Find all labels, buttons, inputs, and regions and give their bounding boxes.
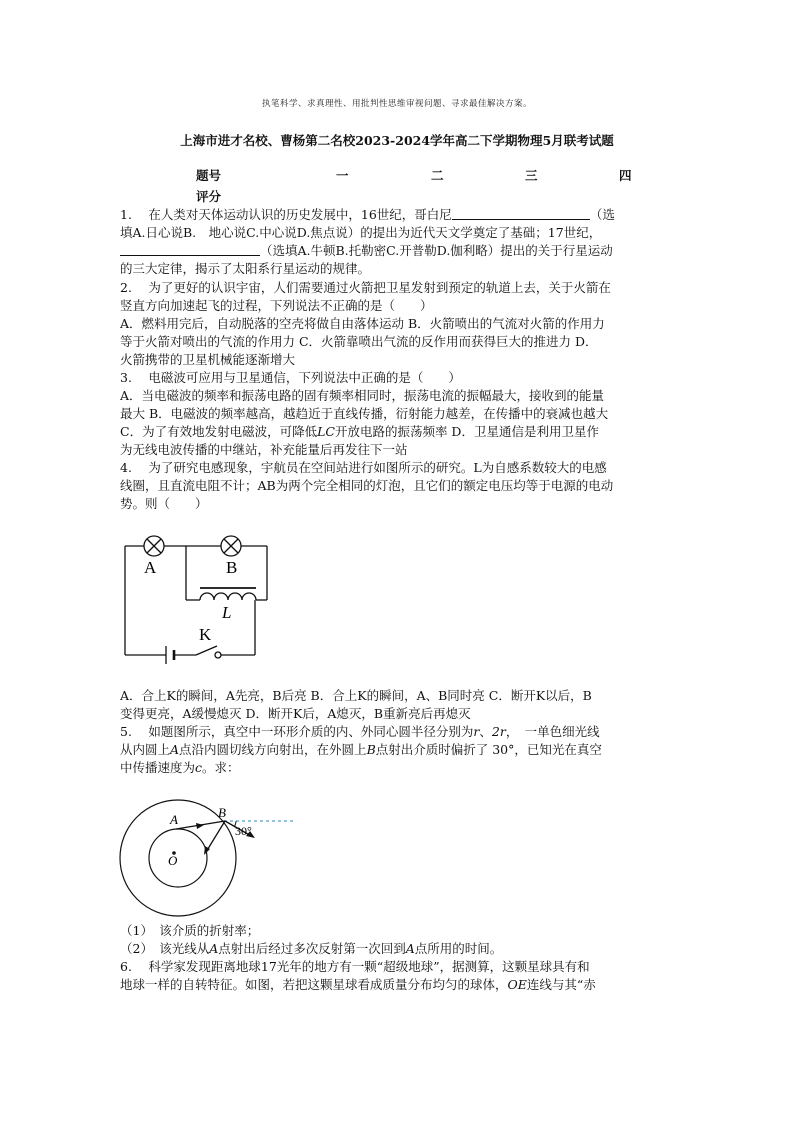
q2-options: 火箭携带的卫星机械能逐渐增大 xyxy=(120,352,296,367)
q3-lc-symbol: LC xyxy=(317,424,335,439)
q5-inner-radius: r xyxy=(473,724,480,739)
q6-text: 地球一样的自转特征。如图，若把这颗星球看成质量分布均匀的球体， xyxy=(120,977,508,992)
q5-text: 从内圆上 xyxy=(120,742,171,757)
question-4 xyxy=(120,459,676,513)
q5-sub-2: 点射出后经过多次反射第一次回到 xyxy=(218,941,406,956)
center-label: O xyxy=(168,853,178,868)
q4-text: 4. 为了研究电感现象，宇航员在空间站进行如图所示的研究。L为自感系数较大的电感 xyxy=(120,460,607,475)
score-table xyxy=(0,166,794,184)
q5-outer-radius: 2r xyxy=(491,724,506,739)
q3-options: 最大 B．电磁波的频率越高，越趋近于直线传播，衍射能力越差，在传播中的衰减也越大 xyxy=(120,406,609,421)
lamp-b-label: B xyxy=(226,558,238,577)
point-b-label: B xyxy=(218,805,226,820)
q5-sub-1: （1） 该介质的折射率； xyxy=(120,923,260,938)
q5-point-b: B xyxy=(366,742,376,757)
question-3 xyxy=(120,369,676,459)
ring-optics-diagram xyxy=(118,797,298,919)
q3-text: 3. 电磁波可应用与卫星通信，下列说法中正确的是（ ） xyxy=(120,370,461,385)
header-motto: 执笔科学、求真理性、用批判性思维审视问题、寻求最佳解决方案。 xyxy=(261,99,532,109)
q5-point-a: A xyxy=(170,742,180,757)
q3-options: A．当电磁波的频率和振荡电路的固有频率相同时，振荡电流的振幅最大，接收到的能量 xyxy=(120,388,605,403)
question-5 xyxy=(120,723,676,777)
circuit-diagram xyxy=(118,528,288,668)
lamp-b-icon xyxy=(221,536,241,556)
q5-text: 、 xyxy=(479,724,492,739)
q2-options: A．燃料用完后，自动脱落的空壳将做自由落体运动 B．火箭喷出的气流对火箭的作用力 xyxy=(120,316,605,331)
q1-text: 填A.日心说B. 地心说C.中心说D.焦点说）的提出为近代天文学奠定了基础；17世纪， xyxy=(120,225,602,240)
question-5-subquestions xyxy=(120,922,676,958)
q6-text: 6. 科学家发现距离地球17光年的地方有一颗“超级地球”，据测算，这颗星球具有和 xyxy=(120,959,590,974)
q5-text: 点沿内圆切线方向射出，在外圆上 xyxy=(179,742,367,757)
q1-text: 1. 在人类对天体运动认识的历史发展中，16世纪，哥白尼 xyxy=(120,207,452,222)
q1-text: 的三大定律，揭示了太阳系行星运动的规律。 xyxy=(120,261,371,276)
q5-text: 。求： xyxy=(202,760,240,775)
score-col-3: 三 xyxy=(525,168,538,183)
q5-text: 5. 如题图所示，真空中一环形介质的内、外同心圆半径分别为 xyxy=(120,724,474,739)
switch-k-icon xyxy=(196,646,221,658)
q5-text: 中传播速度为 xyxy=(120,760,196,775)
switch-label: K xyxy=(199,625,212,644)
q5-point-a: A xyxy=(209,941,219,956)
q4-options: A．合上K的瞬间，A先亮，B后亮 B．合上K的瞬间，A、B同时亮 C．断开K以后，B xyxy=(120,688,592,703)
q1-text: （选 xyxy=(589,207,615,222)
q1-blank-2[interactable] xyxy=(120,242,260,256)
q5-sub-2: （2） 该光线从 xyxy=(120,941,210,956)
q5-text: ， 一单色细光线 xyxy=(505,724,600,739)
q6-oe-symbol: OE xyxy=(507,977,527,992)
inductor-label: L xyxy=(222,603,232,622)
lamp-a-icon xyxy=(144,536,164,556)
battery-icon xyxy=(166,646,174,664)
question-6 xyxy=(120,958,676,994)
point-a-label: A xyxy=(170,812,178,827)
q1-blank-1[interactable] xyxy=(452,206,590,220)
lamp-a-label: A xyxy=(144,558,157,577)
q5-sub-2: 点所用的时间。 xyxy=(414,941,503,956)
question-1 xyxy=(120,206,676,278)
q2-text: 竖直方向加速起飞的过程，下列说法不正确的是（ ） xyxy=(120,298,433,313)
score-col-2: 二 xyxy=(431,168,444,183)
score-col-4: 四 xyxy=(619,168,632,183)
q4-text: 势。则（ ） xyxy=(120,496,208,511)
q4-text: 线圈，且直流电阻不计；AB为两个完全相同的灯泡，且它们的额定电压均等于电源的电动 xyxy=(120,478,614,493)
q5-light-speed: c xyxy=(195,760,203,775)
q6-text: 连线与其“赤 xyxy=(526,977,596,992)
q3-options: 为无线电波传播的中继站，补充能量后再发往下一站 xyxy=(120,442,408,457)
q1-text: （选填A.牛顿B.托勒密C.开普勒D.伽利略）提出的关于行星运动 xyxy=(260,243,613,258)
q3-options: C．为了有效地发射电磁波，可降低 xyxy=(120,424,318,439)
question-4-options xyxy=(120,687,676,723)
score-row-label: 评分 xyxy=(196,189,222,204)
q4-options: 变得更亮，A缓慢熄灭 D．断开K后，A熄灭，B重新亮后再熄灭 xyxy=(120,706,471,721)
page-title: 上海市进才名校、曹杨第二名校2023-2024学年高二下学期物理5月联考试题 xyxy=(180,133,614,148)
question-2 xyxy=(120,279,676,369)
q2-text: 2. 为了更好的认识宇宙，人们需要通过火箭把卫星发射到预定的轨道上去，关于火箭在 xyxy=(120,280,611,295)
q5-text: 点射出介质时偏折了 30°，已知光在真空 xyxy=(375,742,602,757)
score-col-header: 题号 xyxy=(196,168,222,183)
q3-options: 开放电路的振荡频率 D．卫星通信是利用卫星作 xyxy=(334,424,599,439)
inductor-icon xyxy=(200,588,256,600)
q2-options: 等于火箭对喷出的气流的作用力 C．火箭靠喷出气流的反作用而获得巨大的推进力 D． xyxy=(120,334,598,349)
q5-point-a: A xyxy=(405,941,415,956)
angle-label: 30° xyxy=(235,824,252,838)
score-col-1: 一 xyxy=(336,168,349,183)
